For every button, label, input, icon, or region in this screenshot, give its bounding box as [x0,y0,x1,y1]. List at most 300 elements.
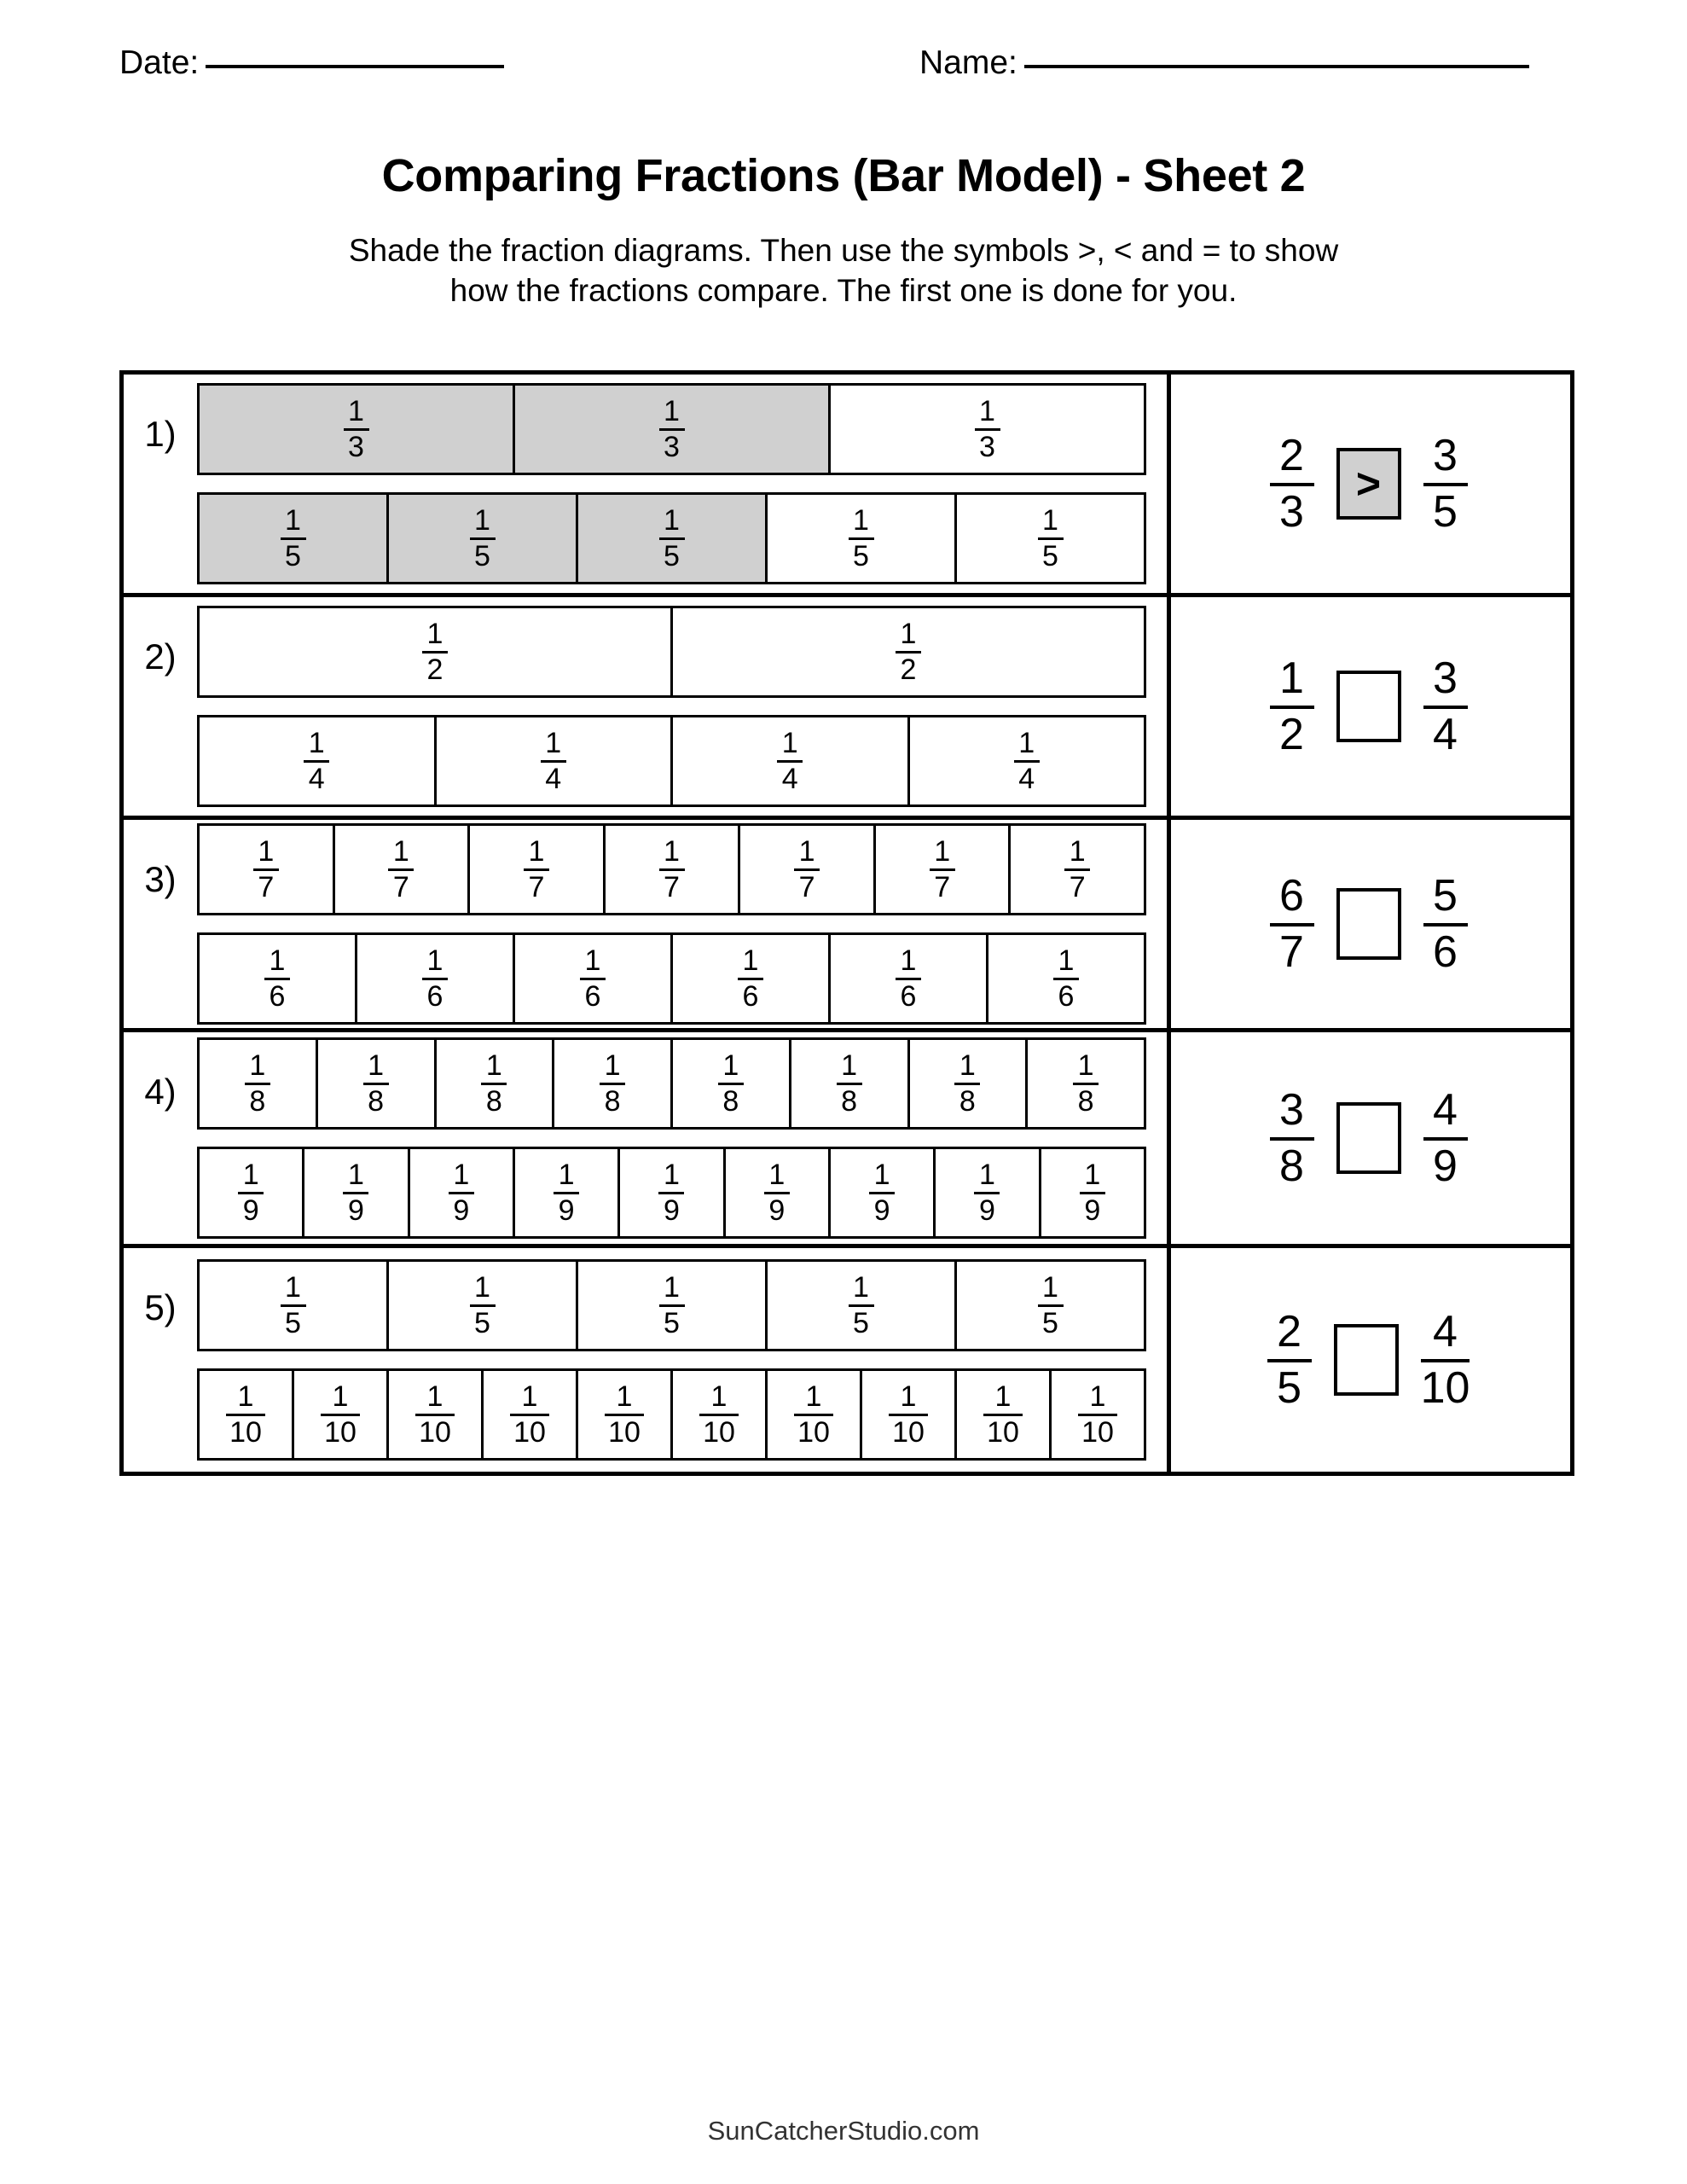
comparison-symbol-box[interactable]: > [1336,448,1401,520]
fraction-bar-cell[interactable] [673,1040,791,1127]
fraction [1014,729,1040,793]
fraction-denominator: 9 [348,1194,364,1227]
fraction [449,1160,474,1225]
fraction-numerator: 1 [528,835,545,868]
problem-diagram-cell [124,375,1171,593]
fraction-denominator: 7 [798,871,815,903]
fraction-bar-top [197,606,1146,698]
problem-row [124,1032,1570,1248]
fraction-denominator: 6 [426,980,443,1013]
fraction [304,729,329,793]
fraction-divider [1423,1137,1468,1141]
fraction [415,1382,455,1447]
fraction-bar-cell[interactable] [200,826,335,913]
fraction-numerator: 2 [1277,1307,1302,1356]
fraction-denominator: 6 [269,980,286,1013]
fraction-bar-cell[interactable] [831,1149,936,1236]
fraction [1053,946,1079,1011]
fraction-denominator: 4 [1018,763,1035,795]
fraction-numerator: 1 [242,1159,259,1191]
fraction-denominator: 8 [368,1085,385,1118]
fraction-bar-cell[interactable] [515,386,831,473]
fraction [1080,1160,1105,1225]
fraction-bar-cell[interactable] [484,1371,578,1458]
fraction-denominator: 4 [308,763,325,795]
fraction-numerator: 1 [1042,1271,1058,1304]
fraction-bar-bottom [197,715,1146,807]
fraction [849,1273,874,1338]
fraction-numerator: 1 [664,395,680,427]
fraction-bar-cell[interactable] [578,1371,673,1458]
fraction [659,506,685,571]
problem-row [124,597,1570,820]
fraction-numerator: 1 [392,835,409,868]
fraction-denominator: 10 [608,1416,641,1449]
fraction-denominator: 7 [258,871,275,903]
fraction-bar-cell[interactable] [437,1040,555,1127]
fraction-numerator: 1 [348,1159,364,1191]
fraction [896,946,921,1011]
fraction-bar-cell[interactable] [357,935,515,1022]
fraction-denominator: 5 [285,540,301,572]
fraction-numerator: 1 [664,1271,680,1304]
fraction-denominator: 5 [853,1307,869,1339]
fraction [470,506,496,571]
answer-right-fraction [1423,871,1468,977]
fraction-bar-cell[interactable] [515,1149,620,1236]
problem-row [124,820,1570,1032]
fraction-bar-cell[interactable] [304,1149,409,1236]
fraction-numerator: 5 [1433,871,1458,921]
instruction-line-1: Shade the fraction diagrams. Then use the symbols >, < and = to show [348,233,1339,268]
fraction-denominator: 8 [722,1085,739,1118]
fraction-denominator: 5 [664,540,680,572]
fraction-denominator: 6 [900,980,917,1013]
fraction-numerator: 2 [1279,431,1304,480]
fraction-bar-cell[interactable] [437,717,674,804]
fraction-bar-cell[interactable] [831,935,988,1022]
fraction-bar-cell[interactable] [470,826,606,913]
fraction-numerator: 1 [368,1049,385,1082]
fraction-divider [1423,706,1468,709]
fraction-numerator: 1 [521,1380,538,1413]
fraction [889,1382,928,1447]
fraction [837,1051,862,1116]
bar-model-group [197,1037,1167,1239]
fraction-bar-bottom [197,492,1146,584]
answer-left-fraction [1267,1307,1312,1413]
fraction-numerator: 1 [664,1159,680,1191]
fraction [983,1382,1023,1447]
fraction [388,837,414,902]
fraction-denominator: 7 [392,871,409,903]
fraction-divider [1267,1359,1312,1362]
fraction [794,1382,833,1447]
fraction-denominator: 9 [558,1194,575,1227]
fraction-numerator: 1 [285,504,301,537]
fraction-bar-bottom [197,1368,1146,1461]
answer-cell [1171,820,1566,1028]
fraction [226,1382,265,1447]
fraction-divider [1423,483,1468,486]
fraction-bar-cell[interactable] [200,386,515,473]
bar-model-group [197,823,1167,1025]
fraction-numerator: 1 [308,727,325,759]
fraction-denominator: 6 [584,980,601,1013]
problem-number: 3) [144,859,177,899]
fraction-numerator: 1 [453,1159,470,1191]
fraction-denominator: 8 [604,1085,621,1118]
fraction-numerator: 1 [853,1271,869,1304]
fraction-denominator: 4 [781,763,798,795]
fraction-bar-cell[interactable] [389,1371,484,1458]
fraction-bar-top [197,1259,1146,1351]
fraction-bar-cell[interactable] [768,495,957,582]
fraction-denominator: 5 [1433,487,1458,537]
fraction-bar-cell[interactable] [768,1262,957,1349]
answer-left-fraction [1270,653,1314,759]
instruction-line-2: how the fractions compare. The first one is done for you. [449,273,1238,309]
fraction-denominator: 8 [485,1085,502,1118]
fraction-bar-cell[interactable] [957,1371,1052,1458]
fraction-numerator: 1 [558,1159,575,1191]
fraction-numerator: 6 [1279,871,1304,921]
fraction-denominator: 10 [513,1416,546,1449]
fraction-bar-cell[interactable] [410,1149,515,1236]
fraction-numerator: 1 [853,504,869,537]
fraction [777,729,803,793]
fraction-denominator: 10 [892,1416,925,1449]
fraction-bar-cell[interactable] [673,608,1144,695]
fraction-denominator: 7 [934,871,951,903]
fraction-denominator: 3 [348,431,364,463]
answer-cell [1171,1248,1566,1472]
fraction-bar-cell[interactable] [200,1149,304,1236]
fraction [1038,1273,1064,1338]
fraction [264,946,290,1011]
fraction [510,1382,549,1447]
fraction-denominator: 8 [1077,1085,1094,1118]
fraction-numerator: 1 [994,1380,1012,1413]
fraction [659,837,685,902]
fraction-numerator: 1 [1089,1380,1106,1413]
fraction [245,1051,270,1116]
fraction-bar-cell[interactable] [200,717,437,804]
fraction-numerator: 1 [426,1380,443,1413]
fraction [1073,1051,1099,1116]
fraction-numerator: 1 [900,1380,917,1413]
fraction-bar-cell[interactable] [1011,826,1144,913]
fraction [974,1160,1000,1225]
fraction-numerator: 1 [934,835,951,868]
fraction-bar-cell[interactable] [673,717,910,804]
comparison-symbol-box[interactable] [1336,671,1401,742]
fraction-numerator: 4 [1433,1085,1458,1135]
problem-row [124,375,1570,597]
problem-number: 5) [144,1287,177,1327]
fraction-numerator: 1 [978,1159,995,1191]
fraction-divider [1421,1359,1470,1362]
fraction-numerator: 1 [1069,835,1086,868]
answer-right-fraction [1423,653,1468,759]
fraction [896,619,921,684]
bar-model-group [197,606,1167,807]
fraction-numerator: 1 [269,944,286,977]
fraction-numerator: 1 [426,618,443,650]
fraction-numerator: 1 [1279,653,1304,703]
fraction [605,1382,644,1447]
fraction-numerator: 1 [959,1049,976,1082]
date-write-line[interactable] [206,65,504,68]
fraction-bar-cell[interactable] [862,1371,957,1458]
instructions [0,230,1687,311]
problem-number: 2) [144,636,177,677]
fraction-numerator: 1 [348,395,364,427]
fraction-numerator: 1 [1042,504,1058,537]
fraction-numerator: 1 [474,504,490,537]
fraction [659,397,685,462]
fraction [794,837,820,902]
fraction [658,1160,684,1225]
fraction-numerator: 1 [710,1380,728,1413]
fraction-bar-cell[interactable] [389,1262,578,1349]
fraction-numerator: 1 [873,1159,890,1191]
fraction-denominator: 7 [664,871,680,903]
fraction-divider [1270,923,1314,926]
fraction-numerator: 1 [285,1271,301,1304]
fraction-bar-cell[interactable] [936,1149,1041,1236]
fraction-bar-cell[interactable] [673,935,831,1022]
fraction-denominator: 9 [664,1194,680,1227]
fraction-numerator: 1 [249,1049,266,1082]
fraction-denominator: 10 [987,1416,1019,1449]
fraction [975,397,1000,462]
fraction [930,837,955,902]
fraction-bar-cell[interactable] [673,1371,768,1458]
problem-diagram-cell [124,597,1171,816]
fraction-denominator: 6 [1433,927,1458,977]
fraction [954,1051,980,1116]
name-write-line[interactable] [1024,65,1529,68]
fraction [718,1051,744,1116]
fraction-bar-cell[interactable] [554,1040,673,1127]
fraction-bar-cell[interactable] [318,1040,437,1127]
fraction-numerator: 1 [584,944,601,977]
fraction-denominator: 5 [853,540,869,572]
fraction [253,837,279,902]
fraction-bar-cell[interactable] [200,935,357,1022]
fraction-denominator: 5 [474,1307,490,1339]
fraction-denominator: 9 [1084,1194,1101,1227]
fraction-denominator: 10 [1081,1416,1114,1449]
fraction-denominator: 9 [768,1194,786,1227]
fraction-numerator: 3 [1433,431,1458,480]
comparison-symbol-box[interactable] [1336,1102,1401,1174]
fraction [422,946,448,1011]
fraction [659,1273,685,1338]
fraction-denominator: 5 [285,1307,301,1339]
fraction-bar-cell[interactable] [910,717,1145,804]
fraction-denominator: 5 [1277,1363,1302,1413]
problem-diagram-cell [124,1248,1171,1472]
fraction-numerator: 1 [485,1049,502,1082]
page-title: Comparing Fractions (Bar Model) - Sheet 2 [381,150,1306,201]
fraction-bar-cell[interactable] [726,1149,831,1236]
problem-row [124,1248,1570,1472]
fraction [580,946,606,1011]
fraction [524,837,549,902]
fraction-bar-cell[interactable] [578,1262,768,1349]
fraction-bar-cell[interactable] [910,1040,1029,1127]
problem-number: 1) [144,414,177,454]
fraction-bar-cell[interactable] [389,495,578,582]
fraction-divider [1270,706,1314,709]
answer-cell [1171,375,1566,593]
fraction [738,946,763,1011]
fraction-bar-top [197,383,1146,475]
fraction [238,1160,264,1225]
fraction-bar-cell[interactable] [200,1262,389,1349]
fraction-denominator: 10 [419,1416,451,1449]
fraction-bar-cell[interactable] [200,1040,318,1127]
fraction-denominator: 5 [1042,540,1058,572]
fraction [554,1160,579,1225]
fraction-numerator: 1 [1018,727,1035,759]
fraction-bar-cell[interactable] [200,495,389,582]
fraction-divider [1270,483,1314,486]
fraction-bar-bottom [197,932,1146,1025]
fraction-bar-cell[interactable] [1052,1371,1144,1458]
fraction [344,397,369,462]
fraction-denominator: 2 [1279,710,1304,759]
fraction-numerator: 1 [545,727,562,759]
fraction-numerator: 1 [900,618,917,650]
fraction-denominator: 9 [453,1194,470,1227]
comparison-symbol-box[interactable] [1334,1324,1399,1396]
fraction [470,1273,496,1338]
fraction-denominator: 3 [664,431,680,463]
fraction-numerator: 1 [426,944,443,977]
fraction-bar-cell[interactable] [515,935,673,1022]
fraction-numerator: 1 [237,1380,254,1413]
bar-model-group [197,1259,1167,1461]
answer-right-fraction [1423,431,1468,537]
date-field [119,44,504,82]
fraction-numerator: 1 [1077,1049,1094,1082]
fraction-denominator: 4 [1433,710,1458,759]
fraction-bar-cell[interactable] [606,826,741,913]
footer-credit: SunCatcherStudio.com [707,2116,980,2146]
fraction [321,1382,360,1447]
fraction-numerator: 1 [768,1159,786,1191]
fraction-numerator: 3 [1279,1085,1304,1135]
fraction-numerator: 3 [1433,653,1458,703]
fraction-denominator: 2 [900,653,917,686]
fraction-denominator: 10 [324,1416,357,1449]
fraction [541,729,566,793]
fraction-denominator: 8 [249,1085,266,1118]
fraction-denominator: 10 [1420,1363,1470,1413]
fraction-bar-cell[interactable] [957,495,1144,582]
fraction-denominator: 5 [664,1307,680,1339]
fraction-denominator: 7 [1279,927,1304,977]
fraction-bar-cell[interactable] [768,1371,862,1458]
fraction-bar-cell[interactable] [957,1262,1144,1349]
fraction-bar-bottom [197,1147,1146,1239]
fraction-denominator: 4 [545,763,562,795]
fraction-denominator: 3 [1279,487,1304,537]
fraction [1038,506,1064,571]
answer-left-fraction [1270,431,1314,537]
fraction-bar-cell[interactable] [831,386,1144,473]
problem-diagram-cell [124,1032,1171,1244]
fraction-denominator: 3 [979,431,995,463]
fraction [281,1273,306,1338]
fraction-numerator: 1 [1058,944,1075,977]
fraction-bar-cell[interactable] [1041,1149,1144,1236]
fraction-denominator: 9 [873,1194,890,1227]
fraction-bar-cell[interactable] [620,1149,725,1236]
fraction-denominator: 6 [1058,980,1075,1013]
name-field [919,44,1529,82]
student-info-row [0,44,1687,96]
fraction [481,1051,507,1116]
fraction-numerator: 1 [474,1271,490,1304]
worksheet-table [119,370,1574,1476]
fraction-numerator: 1 [332,1380,349,1413]
fraction-divider [1270,1137,1314,1141]
answer-left-fraction [1270,871,1314,977]
fraction-bar-cell[interactable] [200,1371,294,1458]
fraction [343,1160,368,1225]
fraction-denominator: 8 [841,1085,858,1118]
fraction-bar-cell[interactable] [740,826,876,913]
fraction-bar-cell[interactable] [988,935,1144,1022]
fraction-bar-cell[interactable] [335,826,471,913]
fraction-denominator: 10 [229,1416,262,1449]
answer-cell [1171,597,1566,816]
fraction-numerator: 1 [805,1380,822,1413]
fraction-numerator: 1 [798,835,815,868]
answer-left-fraction [1270,1085,1314,1191]
fraction-denominator: 5 [1042,1307,1058,1339]
fraction [764,1160,790,1225]
fraction-divider [1423,923,1468,926]
fraction-denominator: 5 [474,540,490,572]
fraction-numerator: 1 [781,727,798,759]
name-label: Name: [919,44,1017,81]
fraction [699,1382,739,1447]
fraction-bar-cell[interactable] [1028,1040,1144,1127]
fraction [363,1051,389,1116]
fraction-denominator: 2 [426,653,443,686]
fraction-bar-cell[interactable] [791,1040,910,1127]
fraction-numerator: 1 [616,1380,633,1413]
fraction-denominator: 6 [742,980,759,1013]
fraction-bar-cell[interactable] [294,1371,389,1458]
fraction [422,619,448,684]
fraction-numerator: 1 [664,504,680,537]
fraction-numerator: 1 [722,1049,739,1082]
fraction [281,506,306,571]
comparison-symbol-box[interactable] [1336,888,1401,960]
fraction-bar-cell[interactable] [876,826,1012,913]
fraction-bar-cell[interactable] [578,495,768,582]
answer-right-fraction [1420,1307,1470,1413]
fraction-denominator: 9 [1433,1141,1458,1191]
answer-cell [1171,1032,1566,1244]
fraction-bar-cell[interactable] [200,608,673,695]
